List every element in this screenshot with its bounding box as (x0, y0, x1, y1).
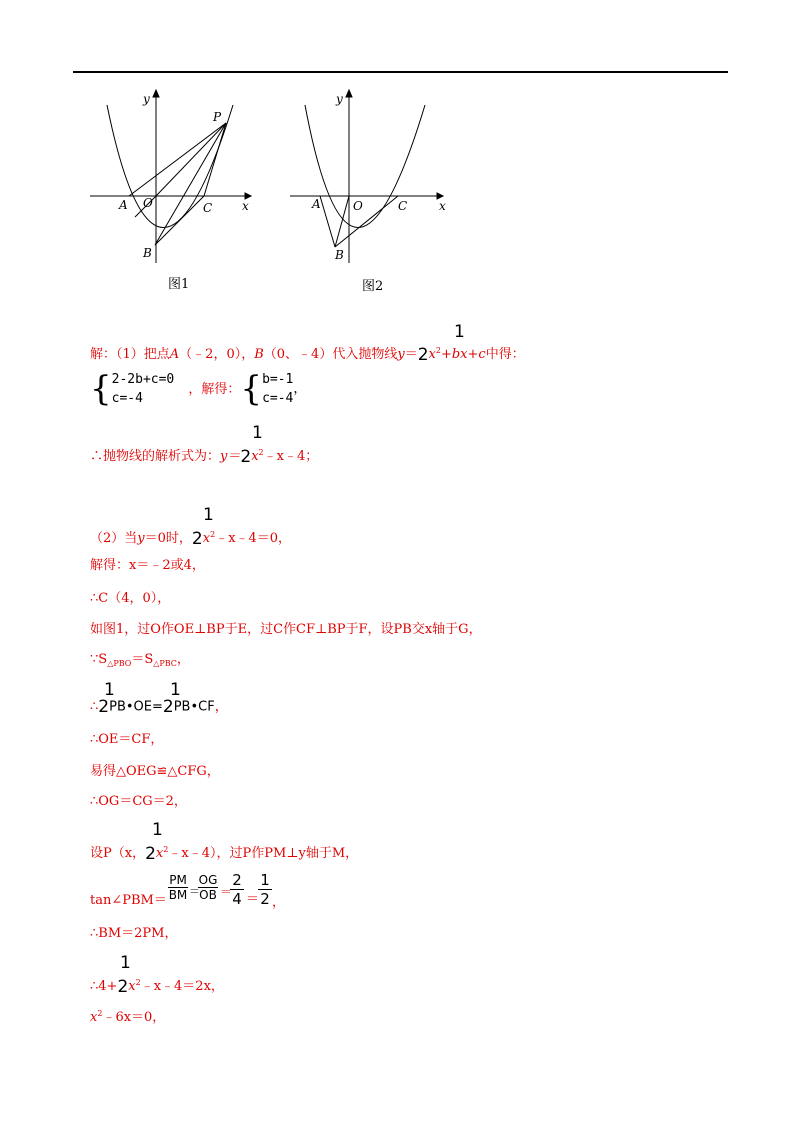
fig1-line-AP (129, 123, 226, 196)
fig2-label-C: C (398, 199, 408, 213)
solution-line-6: ∴C（4，0）， (90, 591, 171, 606)
fig1-caption: 图1 (168, 277, 190, 292)
solution-line-3: ∴抛物线的解析式为：$y=2x^2﹣x﹣4$； (90, 446, 319, 467)
fig1-label-A: A (119, 198, 128, 212)
solution-line-5: 解得：x＝﹣2或4， (90, 558, 205, 573)
comma: ， (272, 895, 286, 910)
fig1-label-C: C (203, 201, 213, 215)
solution-line-13: 设P（x，$2x^2﹣x﹣4$），过P作PM⊥y轴于M， (90, 843, 359, 864)
frac-pm-bm: PM BM (168, 873, 188, 902)
fig2-label-A: A (312, 197, 321, 211)
solution-line-7: 如图1，过O作OE⊥BP于E，过C作CF⊥BP于F，设PB交x轴于G， (90, 622, 482, 637)
frac-one-l1: 1 (454, 322, 465, 342)
frac-one-l3: 1 (252, 423, 263, 443)
eq-sign: ＝ (246, 892, 260, 907)
fig2-line-OB (335, 196, 349, 247)
fig1-label-P: P (213, 110, 222, 124)
solution-line-8: $\because S_{\triangle PBO}=S_{\triangle PBC}$， (90, 652, 190, 668)
fig1-label-y: y (143, 92, 150, 106)
fig1-label-B: B (143, 246, 152, 260)
frac-og-ob: OG OB (198, 873, 218, 902)
frac-1-2: 1 2 (258, 871, 272, 908)
fig2-caption: 图2 (362, 279, 384, 294)
frac-one-l13: 1 (152, 820, 163, 840)
solution-line-1: 解：（1）把点A（﹣2，0），B（0、﹣4）代入抛物线$y=2x^2+bx+c$中得： (90, 344, 525, 365)
frac-one-l4: 1 (203, 505, 214, 525)
solution-line-15: ∴BM＝2PM， (90, 926, 178, 941)
fig2-label-x: x (439, 199, 446, 213)
frac-one-l16: 1 (120, 953, 131, 973)
solution-line-9: ∴2PB•OE=2PB•CF， (90, 697, 228, 717)
figure-2 (285, 85, 465, 270)
solution-line-17: $x^2﹣6x=0$， (90, 1009, 166, 1025)
solution-line-10: ∴OE＝CF， (90, 732, 164, 747)
solution-line-16: $\therefore 4+2x^2﹣x﹣4=2x$， (90, 976, 224, 997)
solution-line-4: （2）当y＝0时，$2x^2﹣x﹣4=0$， (90, 528, 292, 549)
solution-line-14: tan∠PBM＝ (90, 893, 167, 908)
fig2-label-O: O (353, 199, 363, 213)
frac-one-l9b: 1 (170, 680, 181, 700)
header-rule (73, 71, 728, 73)
figure-1 (85, 85, 265, 270)
fig1-label-x: x (242, 199, 249, 213)
solution-line-11: 易得△OEG≌△CFG， (90, 764, 220, 779)
solution-line-12: ∴OG＝CG＝2， (90, 794, 187, 809)
brace-icon: { (240, 369, 263, 409)
solution-line-2-systems: { 2-2b+c=0 c=-4 ，解得：{ b=-1 c=-4 ， (90, 369, 307, 409)
fig1-line-BP (155, 123, 226, 245)
eq-sign: ＝ (220, 885, 233, 899)
fig2-label-y: y (336, 92, 343, 106)
eq-sign: ＝ (189, 885, 200, 898)
brace-icon: { (90, 369, 112, 409)
frac-one-l9a: 1 (104, 680, 115, 700)
frac-2-4: 2 4 (230, 871, 244, 908)
fig2-label-B: B (335, 248, 344, 262)
fig1-label-O: O (143, 196, 153, 210)
